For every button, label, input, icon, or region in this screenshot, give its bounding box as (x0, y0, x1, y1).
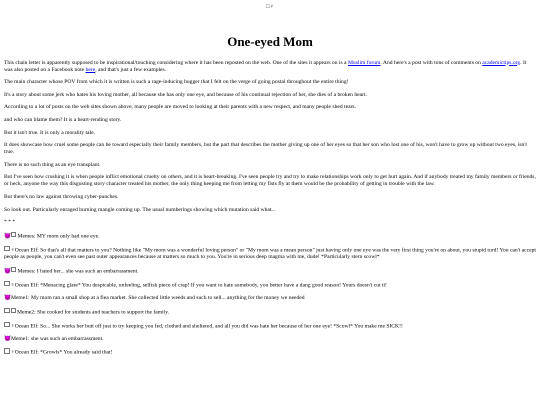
broken-image-icon (11, 232, 17, 238)
paragraph-showcase: It does showcase how cruel some people can be toward especially their family members, but the part that describes the mother giving up one of her eyes so that her son who lost one of his, won't have to grow up without two eyes, isn't true. (4, 142, 527, 156)
elf-icon: ♀ (10, 282, 15, 289)
broken-image-icon (11, 308, 17, 314)
paragraph-posts: According to a lot of posts on the web sites shown above, many people are moved to looking at their parents with a new respect, and many people shed tears. (4, 104, 357, 111)
separator: * * * (4, 219, 16, 226)
broken-image-icon (4, 246, 10, 252)
elf-icon: ♀ (10, 349, 15, 356)
intro-text-3: . It was also posted on a Facebook note (4, 59, 527, 73)
intro-paragraph (4, 60, 536, 74)
elf-icon: ♀ (10, 247, 15, 254)
intro-text-4: , and that's just a few examples. (95, 66, 167, 73)
dialogue-line: ♀Ocean Elf: So that's all that matters to you? Nothing like "My mom was a wonderful loving person" or "My mom was a mean person" just having only one eye was the very first thing you're on about, you stupid turd! You can't accept people as people, you can't even see past outer appearances because at matters so much to you. You're in serious deep magma with me, dude! *Particularly stern scowl* (4, 247, 536, 261)
paragraph-lookout: So look out. Particularly enraged burning mangle coming up. The usual numberings showing which mutation said what... (4, 206, 276, 213)
dialogue-line: ♀Ocean Elf: *Growls* You already said that! (4, 348, 536, 357)
broken-image-icon (4, 322, 10, 328)
dialogue-line: 😈 Memes: I hated her... she was such an embarrassment. (4, 268, 139, 275)
devil-icon: 😈 (4, 233, 11, 240)
broken-image-icon: □♀ (265, 4, 275, 10)
paragraph-pov: The main character whose POV from which it is written is such a rage-inducing bugger that I felt on the verge of going postal throughout the entire thing! (4, 79, 349, 86)
dialogue-line: ♀Ocean Elf: *Menacing glare* You despicable, unfeeling, selfish piece of crap! If you want to hate somebody, you better have a dang good reason! Yours doesn't cut it! (4, 281, 536, 290)
paragraph-blame: and who can blame them? It is a heart-rending story. (4, 116, 122, 123)
paragraph-story: It's a story about some jerk who hates his loving mother, all because she has only one eye, and because of his continual rejection of her, she dies of a broken heart. (4, 91, 367, 98)
paragraph-law: But there's no law against throwing cyber-punches. (4, 194, 119, 201)
muslim-forum-link[interactable]: Muslim forum (347, 59, 381, 66)
intro-text-2: . And here's a post with tons of comments on (380, 59, 483, 66)
intro-text-1: This chain letter is apparently supposed to be inspirational/touching considering where it has been reposted on the web. One of the sites it appears on is a (4, 59, 348, 66)
dialogue-line: 😈Meme1: she was such an embarrassment. (4, 335, 104, 342)
broken-image-icon (4, 308, 10, 314)
broken-image-icon (11, 267, 17, 273)
dialogue-line: 😈 Memes: MY mom only had one eye. (4, 233, 100, 240)
paragraph-transplant: There is no such thing as an eye transplant. (4, 161, 101, 168)
paragraph-not-true: But it isn't true. It is only a morality tale. (4, 129, 95, 136)
dialogue-line: 😈Meme1: My mom ran a small shop at a flea market. She collected little weeds and such to sell... anything for the money we needed (4, 295, 305, 301)
academictips-link[interactable]: academictips.org (482, 59, 521, 66)
page-title: One-eyed Mom (227, 34, 313, 49)
devil-icon: 😈 (4, 335, 11, 342)
devil-icon: 😈 (4, 295, 11, 301)
elf-icon: ♀ (10, 323, 15, 330)
broken-image-icon (4, 348, 10, 354)
facebook-note-link[interactable]: here (85, 66, 96, 73)
dialogue-line: ♀Ocean Elf: So... She works her butt off just to try keeping you fed, clothed and sheltered, and all you did was hate her because of her one eye! *Scowl* You make me SICK!! (4, 322, 536, 331)
broken-image-icon (4, 281, 10, 287)
dialogue-line: Meme2: She cooked for students and teachers to support the family. (4, 308, 536, 317)
devil-icon: 😈 (4, 268, 11, 275)
header-icons (4, 3, 536, 12)
paragraph-seen: But I've seen how crushing it is when people inflict emotional cruelty on others, and it is heart-breaking. I've seen people try and try to make relationships work only to get hurt again. And if anybody treated my family members or friends, or heck, anyone the way this disgusting story character treated his mother, the only thing keeping me from letting my fists fly at them would be the probability of getting in trouble with the law. (4, 174, 536, 188)
